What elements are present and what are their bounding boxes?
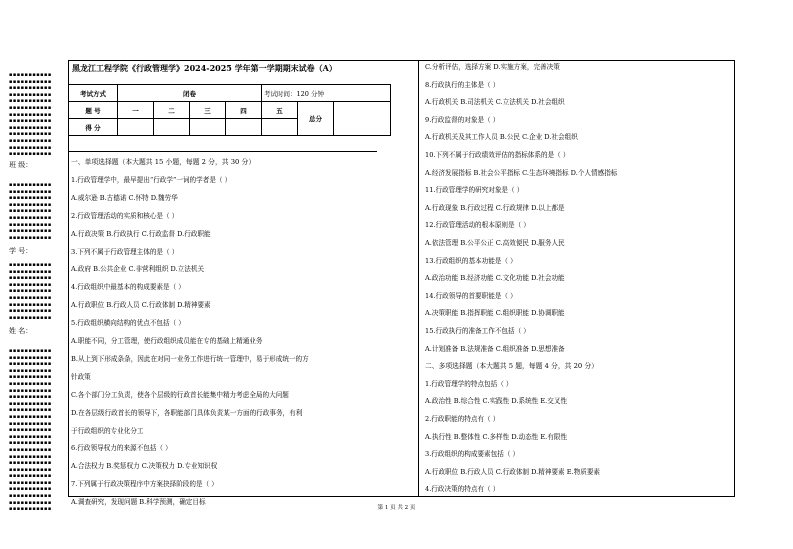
question-line: A.决策职能 B.指挥职能 C.组织职能 D.协调职能 bbox=[425, 309, 565, 318]
question-line: A.行政机关及其工作人员 B.公民 C.企业 D.社会组织 bbox=[425, 133, 578, 142]
total-score-cell bbox=[334, 102, 391, 136]
exam-title: 黑龙江工程学院《行政管理学》2024-2025 学年第一学期期末试卷（A） bbox=[72, 63, 337, 73]
score-cell-4 bbox=[226, 119, 262, 136]
col-4: 四 bbox=[226, 102, 262, 119]
question-line: 4.行政组织中最基本的构成要素是（ ） bbox=[71, 283, 185, 292]
question-line: A.合法权力 B.奖惩权力 C.决策权力 D.专业知识权 bbox=[71, 462, 218, 471]
question-line: A.行政职位 B.行政人员 C.行政体制 D.精神要素 bbox=[71, 301, 211, 310]
question-no-label: 题 号 bbox=[69, 102, 118, 119]
question-line: 7.下列属于行政决策程序中方案抉择阶段的是（ ） bbox=[71, 480, 218, 489]
question-line: 1.行政管理学中，最早提出“行政学”一词的学者是（ ） bbox=[71, 175, 232, 184]
name-label: 姓 名： bbox=[9, 327, 33, 335]
col-1: 一 bbox=[118, 102, 154, 119]
question-line: 3.行政组织的构成要素包括（ ） bbox=[425, 450, 520, 459]
dotted-line-bottom: ▪▪▪▪▪▪▪▪▪▪▪ ▪▪▪▪▪▪▪▪▪▪▪ ▪▪▪▪▪▪▪▪▪▪▪ ▪▪▪▪▪▪▪▪▪▪▪ ▪▪▪▪▪▪▪▪▪▪▪ ▪▪▪▪▪▪▪▪▪▪▪ ▪▪▪▪▪▪▪▪▪▪▪ ▪▪▪▪▪▪▪▪▪▪▪ ▪▪▪▪▪▪▪▪▪▪▪ ▪▪▪▪▪▪▪▪▪▪▪ ▪▪▪▪▪▪▪▪▪▪▪ ▪▪▪▪▪▪▪▪▪▪▪ ▪▪▪▪▪▪▪▪▪▪▪ ▪▪▪▪▪▪▪▪▪▪▪ ▪▪▪▪▪▪▪▪▪▪▪ ▪▪▪▪▪▪▪▪▪▪▪ ▪▪▪▪▪▪▪▪▪▪▪ ▪▪▪▪▪▪▪▪▪▪▪ ▪▪▪▪▪▪▪▪▪▪▪ ▪▪▪▪▪▪▪▪▪▪▪ ▪▪▪▪▪▪▪▪▪▪▪ ▪▪▪▪▪▪▪▪▪▪▪ ▪▪▪▪▪▪▪▪▪▪▪ ▪▪▪▪▪▪▪▪▪▪▪ ▪▪▪▪▪▪▪▪▪▪▪ bbox=[9, 348, 52, 513]
exam-time: 考试时间：120 分钟 bbox=[262, 85, 391, 102]
question-line: 11.行政管理学的研究对象是（ ） bbox=[425, 186, 524, 195]
question-line: 4.行政决策的特点有（ ） bbox=[425, 485, 500, 494]
question-line: A.政治功能 B.经济功能 C.文化功能 D.社会功能 bbox=[425, 274, 565, 283]
question-line: 6.行政领导权力的来源不包括（ ） bbox=[71, 444, 172, 453]
question-line: D.在各层级行政首长的领导下，各职能部门具体负责某一方面的行政事务，有利 bbox=[71, 408, 303, 417]
score-label: 得 分 bbox=[69, 119, 118, 136]
question-line: 10.下列不属于行政绩效评估的指标体系的是（ ） bbox=[425, 151, 570, 159]
dotted-line-upper: ▪▪▪▪▪▪▪▪▪▪▪ ▪▪▪▪▪▪▪▪▪▪▪ ▪▪▪▪▪▪▪▪▪▪▪ ▪▪▪▪▪▪▪▪▪▪▪ ▪▪▪▪▪▪▪▪▪▪▪ ▪▪▪▪▪▪▪▪▪▪▪ ▪▪▪▪▪▪▪▪▪▪▪ ▪▪▪▪▪▪▪▪▪▪▪ ▪▪▪▪▪▪▪▪▪▪▪ bbox=[9, 182, 52, 241]
question-line: A.行政职位 B.行政人员 C.行政体制 D.精神要素 E.物质要素 bbox=[425, 467, 601, 476]
question-line: 12.行政管理活动的根本原则是（ ） bbox=[425, 221, 530, 230]
question-line: A.经济发展指标 B.社会公平指标 C.生态环境指标 D.个人情感指标 bbox=[425, 168, 618, 177]
question-line: 14.行政领导的首要职能是（ ） bbox=[425, 291, 517, 300]
score-cell-2 bbox=[154, 119, 190, 136]
question-line: A.威尔逊 B.古德诺 C.怀特 D.魏劳华 bbox=[71, 193, 178, 202]
question-line: A.依法管理 B.公平公正 C.高效便民 D.服务人民 bbox=[425, 239, 565, 247]
student-id-label: 学 号： bbox=[9, 247, 33, 255]
header-rule bbox=[68, 151, 377, 152]
question-line: 9.行政监督的对象是（ ） bbox=[425, 115, 500, 124]
question-line: 13.行政组织的基本功能是（ ） bbox=[425, 256, 517, 265]
exam-mode-value: 闭卷 bbox=[118, 85, 262, 102]
question-line: 5.行政组织横向结构的优点不包括（ ） bbox=[71, 319, 185, 328]
binding-margin bbox=[0, 0, 66, 549]
question-line: B.从上到下形成条条，因此在对同一业务工作进行统一管理中，易于形成统一的方 bbox=[71, 354, 309, 363]
question-line: A.行政决策 B.行政执行 C.行政监督 D.行政职能 bbox=[71, 229, 211, 238]
question-line: C.分析评估，选择方案 D.实施方案，完善决策 bbox=[425, 63, 560, 71]
class-label: 班 级： bbox=[9, 161, 33, 169]
exam-mode-label: 考试方式 bbox=[69, 85, 118, 102]
question-line: 3.下列不属于行政管理主体的是（ ） bbox=[71, 247, 179, 256]
score-cell-5 bbox=[262, 119, 298, 136]
col-3: 三 bbox=[190, 102, 226, 119]
score-table bbox=[68, 84, 391, 136]
question-line: A.执行性 B.整体性 C.多样性 D.动态性 E.有限性 bbox=[425, 432, 568, 441]
question-line: A.政府 B.公共企业 C.非营利组织 D.立法机关 bbox=[71, 265, 205, 274]
total-label: 总分 bbox=[298, 102, 334, 136]
question-line: A.调查研究，发现问题 B.科学预测，确定目标 bbox=[71, 498, 206, 507]
question-line: A.行政现象 B.行政过程 C.行政规律 D.以上都是 bbox=[425, 203, 565, 212]
question-line: 于行政组织的专业化分工 bbox=[71, 426, 144, 435]
dotted-line-top: ▪▪▪▪▪▪▪▪▪▪▪ ▪▪▪▪▪▪▪▪▪▪▪ ▪▪▪▪▪▪▪▪▪▪▪ ▪▪▪▪▪▪▪▪▪▪▪ ▪▪▪▪▪▪▪▪▪▪▪ ▪▪▪▪▪▪▪▪▪▪▪ ▪▪▪▪▪▪▪▪▪▪▪ ▪▪▪▪▪▪▪▪▪▪▪ ▪▪▪▪▪▪▪▪▪▪▪ ▪▪▪▪▪▪▪▪▪▪▪ ▪▪▪▪▪▪▪▪▪▪▪ ▪▪▪▪▪▪▪▪▪▪▪ ▪▪▪▪▪▪▪▪▪▪▪ bbox=[9, 72, 52, 158]
question-line: 针政策 bbox=[71, 372, 91, 381]
question-line: A.计划准备 B.法规准备 C.组织准备 D.思想准备 bbox=[425, 344, 565, 353]
question-line: 一、单项选择题（本大题共 15 小题，每题 2 分，共 30 分） bbox=[71, 158, 256, 166]
column-divider bbox=[418, 60, 419, 497]
question-line: 2.行政管理活动的实质和核心是（ ） bbox=[71, 211, 179, 220]
question-line: 1.行政管理学的特点包括（ ） bbox=[425, 379, 513, 388]
score-cell-3 bbox=[190, 119, 226, 136]
question-line: A.政治性 B.综合性 C.实践性 D.系统性 E.交叉性 bbox=[425, 397, 568, 406]
page-footer: 第 1 页 共 2 页 bbox=[377, 505, 416, 511]
col-2: 二 bbox=[154, 102, 190, 119]
question-line: 二、多项选择题（本大题共 5 题，每题 4 分，共 20 分） bbox=[425, 362, 598, 371]
question-line: C.各个部门分工负责，使各个层级的行政首长能集中精力考虑全局的大问题 bbox=[71, 390, 289, 399]
question-line: 8.行政执行的主体是（ ） bbox=[425, 80, 500, 89]
question-line: 2.行政职能的特点有（ ） bbox=[425, 415, 500, 423]
question-line: A.职能不同，分工管理，使行政组织成员能在专的基础上精通业务 bbox=[71, 337, 263, 345]
score-cell-1 bbox=[118, 119, 154, 136]
question-line: 15.行政执行的准备工作不包括（ ） bbox=[425, 327, 530, 335]
question-line: A.行政机关 B.司法机关 C.立法机关 D.社会组织 bbox=[425, 98, 565, 107]
col-5: 五 bbox=[262, 102, 298, 119]
dotted-line-middle: ▪▪▪▪▪▪▪▪▪▪▪ ▪▪▪▪▪▪▪▪▪▪▪ ▪▪▪▪▪▪▪▪▪▪▪ ▪▪▪▪▪▪▪▪▪▪▪ ▪▪▪▪▪▪▪▪▪▪▪ ▪▪▪▪▪▪▪▪▪▪▪ ▪▪▪▪▪▪▪▪▪▪▪ ▪▪▪▪▪▪▪▪▪▪▪ ▪▪▪▪▪▪▪▪▪▪▪ bbox=[9, 262, 52, 321]
